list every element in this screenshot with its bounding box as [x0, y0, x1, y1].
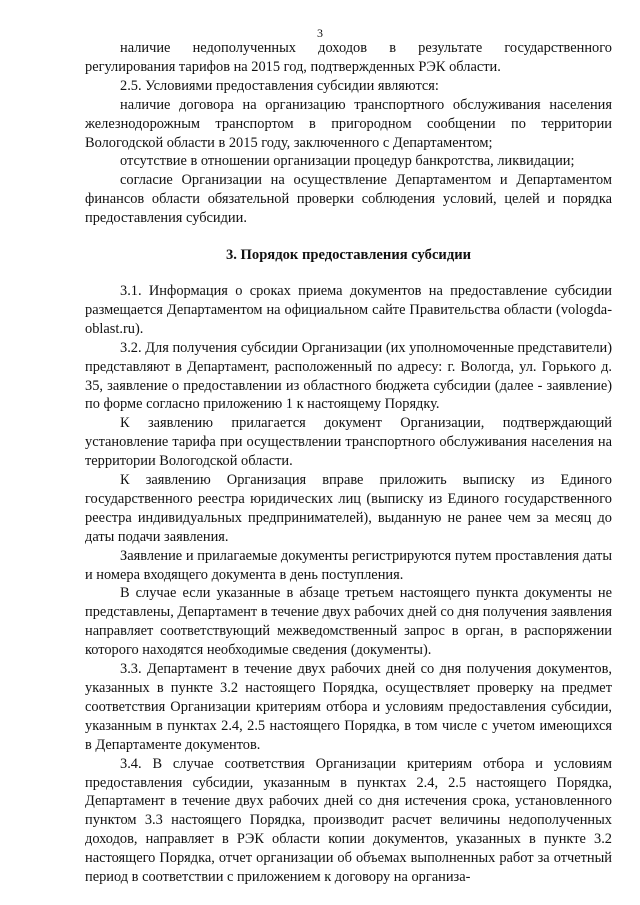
paragraph: согласие Организации на осуществление Департаментом и Департаментом финансов области обязательной проверки соблюдения условий, целей и порядка предоставления субсидии.	[85, 172, 612, 227]
paragraph: наличие недополученных доходов в результате государственного регулирования тарифов на 2015 год, подтвержденных РЭК области.	[85, 40, 612, 75]
paragraph: 3.2. Для получения субсидии Организации (их уполномоченные представители) представляют в Департамент, расположенный по адресу: г. Вологда, ул. Горького д. 35, заявление о предоставлении из областного бюджета субсидии (далее - заявление) по форме согласно приложению 1 к настоящему Порядку.	[85, 339, 612, 413]
page-number: 3	[317, 26, 323, 40]
section-heading: 3. Порядок предоставления субсидии	[225, 247, 472, 264]
paragraph: К заявлению прилагается документ Организации, подтверждающий установление тарифа при осуществлении транспортного обслуживания населения на территории Вологодской области.	[85, 415, 612, 470]
section-2-continuation	[85, 39, 612, 228]
paragraph: Заявление и прилагаемые документы регистрируются путем проставления даты и номера входящего документа в день поступления.	[85, 547, 612, 583]
paragraph: 2.5. Условиями предоставления субсидии являются:	[120, 77, 439, 94]
paragraph: наличие договора на организацию транспортного обслуживания населения железнодорожным транспортом в пригородном сообщении по территории Вологодской области в 2015 году, заключенного с Департаментом;	[85, 96, 612, 151]
paragraph: отсутствие в отношении организации процедур банкротства, ликвидации;	[120, 153, 575, 170]
paragraph: К заявлению Организация вправе приложить выписку из Единого государственного реестра юридических лиц (выписку из Единого государственного реестра индивидуальных предпринимателей), выданную не ранее чем за месяц до даты подачи заявления.	[85, 472, 612, 545]
paragraph: 3.3. Департамент в течение двух рабочих дней со дня получения документов, указанных в пункте 3.2 настоящего Порядка, осуществляет проверку на предмет соответствия Организации критериям отбора и условиям предоставления субсидии, указанным в пунктах 2.4, 2.5 настоящего Порядка, в том числе с учетом имеющихся в Департаменте документов.	[85, 661, 612, 753]
paragraph: 3.1. Информация о сроках приема документов на предоставление субсидии размещается Департаментом на официальном сайте Правительства области (vologda-oblast.ru).	[85, 282, 612, 337]
section-3-paragraphs	[85, 282, 612, 887]
paragraph: В случае если указанные в абзаце третьем настоящего пункта документы не представлены, Департамент в течение двух рабочих дней со дня получения заявления направляет соответствующий межведомственный запрос в орган, в распоряжении которого находятся необходимые сведения (документы).	[85, 585, 612, 659]
paragraph: 3.4. В случае соответствия Организации критериям отбора и условиям предоставления субсидии, указанным в пунктах 2.4, 2.5 настоящего Порядка, Департамент в течение двух рабочих дней со дня истечения срока, установленного пунктом 3.3 настоящего Порядка, производит расчет величины недополученных доходов, направляет в РЭК области копии документов, указанных в пункте 3.2 настоящего Порядка, отчет организации об объемах выполненных работ за отчетный период в соответствии с приложением к договору на организа-	[85, 755, 612, 886]
document-body	[85, 39, 612, 887]
